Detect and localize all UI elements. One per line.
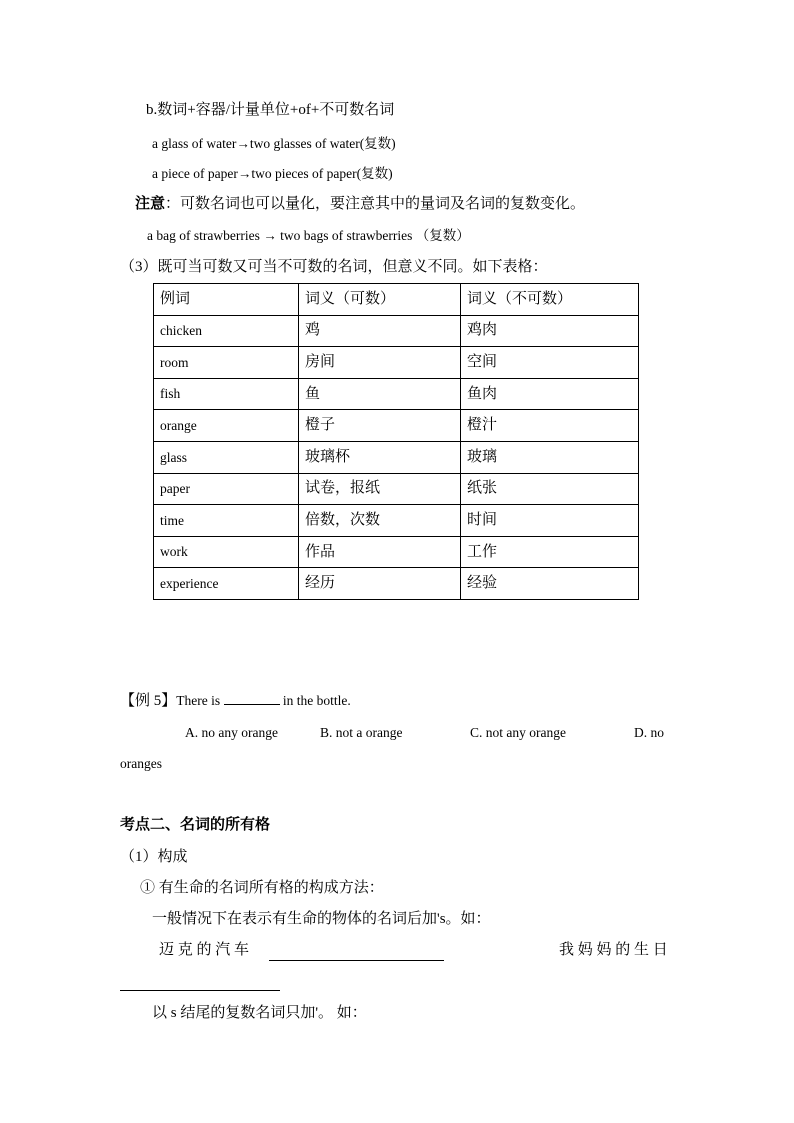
table-cell-word: chicken bbox=[154, 315, 299, 347]
point-2-item-1: ① 有生命的名词所有格的构成方法： bbox=[140, 880, 384, 896]
table-cell-word: fish bbox=[154, 378, 299, 410]
table-cell-countable: 作品 bbox=[299, 536, 461, 568]
table-cell-countable: 倍数，次数 bbox=[299, 505, 461, 537]
option-d: D. no bbox=[634, 725, 664, 740]
table-header-cell: 词义（可数） bbox=[299, 284, 461, 316]
table-row bbox=[154, 441, 639, 473]
section-3-intro: （3）既可当可数又可当不可数的名词，但意义不同。如下表格： bbox=[120, 259, 548, 275]
table-cell-uncountable: 工作 bbox=[461, 536, 639, 568]
table-cell-uncountable: 玻璃 bbox=[461, 441, 639, 473]
point-2-rule-1: 一般情况下在表示有生命的物体的名词后加's。如： bbox=[152, 911, 491, 927]
table-cell-uncountable: 时间 bbox=[461, 505, 639, 537]
note-text: ：可数名词也可以量化，要注意其中的量词及名词的复数变化。 bbox=[165, 196, 586, 212]
table-row bbox=[154, 347, 639, 379]
table-cell-uncountable: 经验 bbox=[461, 568, 639, 600]
example-5-stem-before: There is bbox=[176, 693, 224, 708]
point-2-title: 考点二、名词的所有格 bbox=[120, 817, 271, 833]
option-c: C. not any orange bbox=[470, 725, 566, 740]
section-b-heading: b.数词+容器/计量单位+of+不可数名词 bbox=[146, 102, 395, 118]
table-row bbox=[154, 315, 639, 347]
table-cell-countable: 试卷，报纸 bbox=[299, 473, 461, 505]
answer-blank-1[interactable] bbox=[269, 960, 444, 961]
table-cell-uncountable: 鸡肉 bbox=[461, 315, 639, 347]
note-line bbox=[135, 197, 585, 212]
example-5-stem-after: in the bottle. bbox=[279, 693, 351, 708]
table-row bbox=[154, 505, 639, 537]
example-5-stem bbox=[120, 694, 351, 709]
table-row bbox=[154, 410, 639, 442]
table-cell-uncountable: 纸张 bbox=[461, 473, 639, 505]
table-cell-word: work bbox=[154, 536, 299, 568]
option-a: A. no any orange bbox=[185, 725, 278, 740]
option-b: B. not a orange bbox=[320, 725, 403, 740]
table-row bbox=[154, 536, 639, 568]
table-cell-countable: 鸡 bbox=[299, 315, 461, 347]
table-cell-countable: 玻璃杯 bbox=[299, 441, 461, 473]
table-cell-uncountable: 空间 bbox=[461, 347, 639, 379]
blank-label-moms-birthday: 我 妈 妈 的 生 日 bbox=[559, 942, 668, 958]
table-cell-word: paper bbox=[154, 473, 299, 505]
table-cell-countable: 橙子 bbox=[299, 410, 461, 442]
table-row bbox=[154, 378, 639, 410]
example-5-label: 【例 5】 bbox=[120, 693, 177, 709]
table-header-row bbox=[154, 284, 639, 316]
example-piece-of-paper: a piece of paper→two pieces of paper(复数) bbox=[152, 166, 393, 181]
table-cell-word: time bbox=[154, 505, 299, 537]
option-d-continued: oranges bbox=[120, 756, 162, 771]
table-header-cell: 例词 bbox=[154, 284, 299, 316]
table-cell-word: orange bbox=[154, 410, 299, 442]
answer-blank[interactable] bbox=[224, 704, 280, 705]
blank-label-mikes-car: 迈 克 的 汽 车 bbox=[159, 942, 250, 958]
table-cell-uncountable: 鱼肉 bbox=[461, 378, 639, 410]
point-2-rule-2: 以 s 结尾的复数名词只加'。 如： bbox=[152, 1005, 367, 1021]
table-header-cell: 词义（不可数） bbox=[461, 284, 639, 316]
point-2-sub-1: （1）构成 bbox=[120, 849, 188, 865]
table-cell-countable: 鱼 bbox=[299, 378, 461, 410]
table-cell-word: experience bbox=[154, 568, 299, 600]
example-glass-of-water: a glass of water→two glasses of water(复数) bbox=[152, 136, 396, 151]
table-cell-word: glass bbox=[154, 441, 299, 473]
noun-meaning-table bbox=[153, 283, 639, 600]
table-cell-word: room bbox=[154, 347, 299, 379]
answer-blank-2[interactable] bbox=[120, 990, 280, 991]
table-cell-countable: 房间 bbox=[299, 347, 461, 379]
table-cell-uncountable: 橙汁 bbox=[461, 410, 639, 442]
table-row bbox=[154, 568, 639, 600]
note-example: a bag of strawberries → two bags of strawberries （复数） bbox=[147, 228, 470, 243]
note-label: 注意 bbox=[135, 196, 166, 212]
table-cell-countable: 经历 bbox=[299, 568, 461, 600]
table-row bbox=[154, 473, 639, 505]
